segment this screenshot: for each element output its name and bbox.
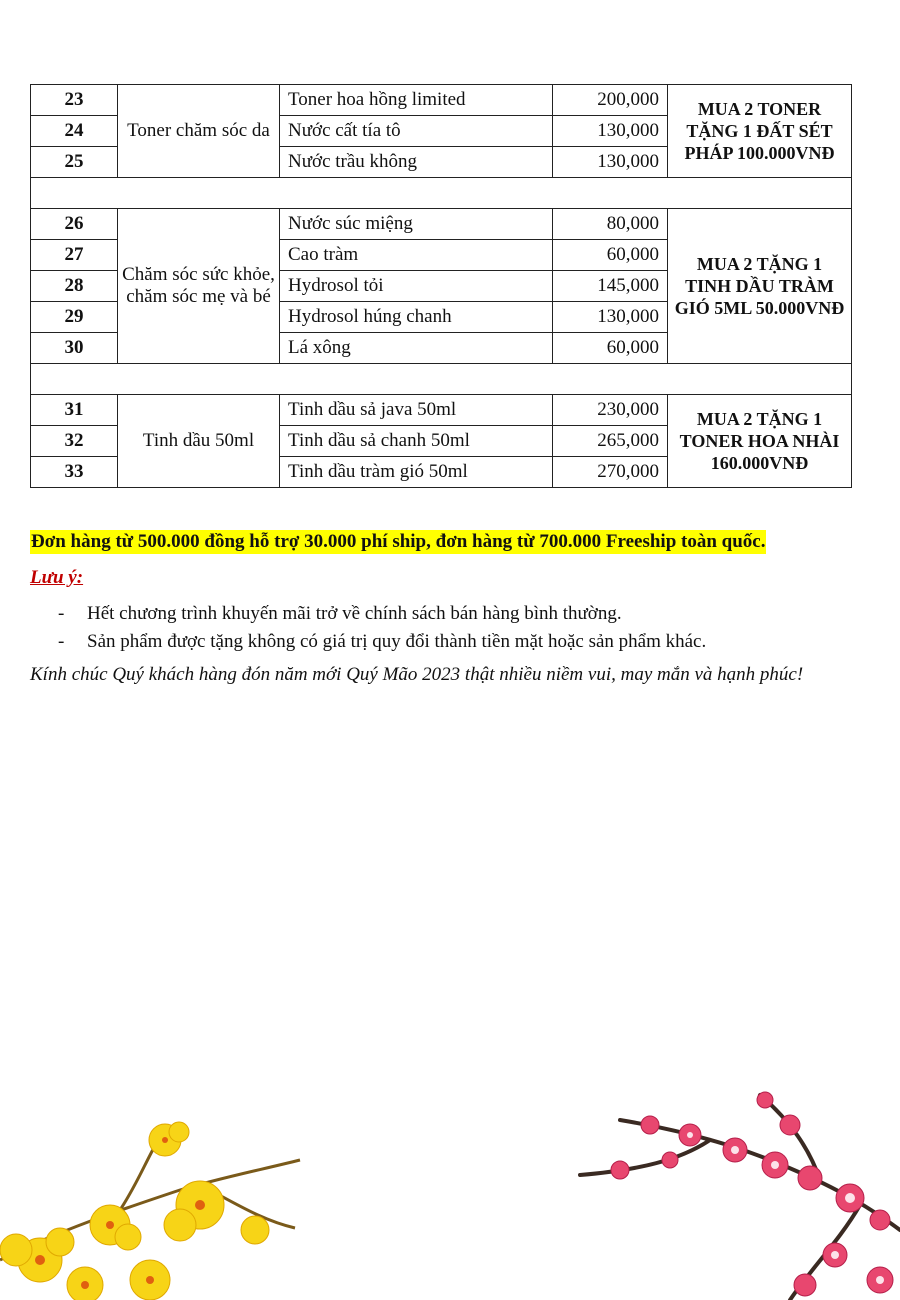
- table-row: [31, 85, 852, 116]
- note-label: Lưu ý:: [30, 567, 84, 588]
- closing-greeting: Kính chúc Quý khách hàng đón năm mới Quý Mão 2023 thật nhiều niềm vui, may mắn và hạnh phúc!: [30, 664, 804, 685]
- product-price: 230,000: [553, 395, 668, 426]
- notes-list: [58, 600, 706, 656]
- item-number: 29: [31, 302, 118, 333]
- dash-bullet: -: [58, 631, 65, 652]
- item-number: 27: [31, 240, 118, 271]
- product-price: 130,000: [553, 302, 668, 333]
- item-number: 33: [31, 457, 118, 488]
- product-price: 60,000: [553, 333, 668, 364]
- table-spacer-row: [31, 364, 852, 395]
- promo-cell: MUA 2 TẶNG 1 TINH DẦU TRÀM GIÓ 5ML 50.000VNĐ: [668, 209, 852, 364]
- item-number: 26: [31, 209, 118, 240]
- product-price: 130,000: [553, 116, 668, 147]
- apricot-blossom-decoration: [0, 1110, 310, 1300]
- product-price: 60,000: [553, 240, 668, 271]
- product-name: Cao tràm: [280, 240, 553, 271]
- item-number: 24: [31, 116, 118, 147]
- product-price: 130,000: [553, 147, 668, 178]
- list-item: [58, 600, 706, 628]
- product-name: Nước trầu không: [280, 147, 553, 178]
- product-name: Hydrosol húng chanh: [280, 302, 553, 333]
- item-number: 30: [31, 333, 118, 364]
- table-row: [31, 209, 852, 240]
- shipping-note: Đơn hàng từ 500.000 đồng hỗ trợ 30.000 phí ship, đơn hàng từ 700.000 Freeship toàn quốc.: [31, 531, 766, 552]
- product-name: Nước súc miệng: [280, 209, 553, 240]
- note-text: Hết chương trình khuyến mãi trở về chính sách bán hàng bình thường.: [87, 603, 622, 624]
- item-number: 25: [31, 147, 118, 178]
- category-cell: Chăm sóc sức khỏe, chăm sóc mẹ và bé: [118, 209, 280, 364]
- product-price: 80,000: [553, 209, 668, 240]
- list-item: [58, 628, 706, 656]
- product-name: Nước cất tía tô: [280, 116, 553, 147]
- product-price: 200,000: [553, 85, 668, 116]
- item-number: 31: [31, 395, 118, 426]
- note-text: Sản phẩm được tặng không có giá trị quy đổi thành tiền mặt hoặc sản phẩm khác.: [87, 631, 707, 652]
- price-table: [30, 84, 852, 488]
- item-number: 32: [31, 426, 118, 457]
- promo-cell: MUA 2 TONER TẶNG 1 ĐẤT SÉT PHÁP 100.000VNĐ: [668, 85, 852, 178]
- product-name: Hydrosol tỏi: [280, 271, 553, 302]
- product-price: 265,000: [553, 426, 668, 457]
- product-name: Toner hoa hồng limited: [280, 85, 553, 116]
- category-cell: Tinh dầu 50ml: [118, 395, 280, 488]
- category-cell: Toner chăm sóc da: [118, 85, 280, 178]
- peach-blossom-decoration: [560, 1080, 900, 1300]
- product-name: Tinh dầu tràm gió 50ml: [280, 457, 553, 488]
- item-number: 23: [31, 85, 118, 116]
- item-number: 28: [31, 271, 118, 302]
- product-price: 270,000: [553, 457, 668, 488]
- promo-cell: MUA 2 TẶNG 1 TONER HOA NHÀI 160.000VNĐ: [668, 395, 852, 488]
- product-price: 145,000: [553, 271, 668, 302]
- product-name: Lá xông: [280, 333, 553, 364]
- product-name: Tinh dầu sả chanh 50ml: [280, 426, 553, 457]
- dash-bullet: -: [58, 603, 65, 624]
- product-name: Tinh dầu sả java 50ml: [280, 395, 553, 426]
- table-row: [31, 395, 852, 426]
- table-spacer-row: [31, 178, 852, 209]
